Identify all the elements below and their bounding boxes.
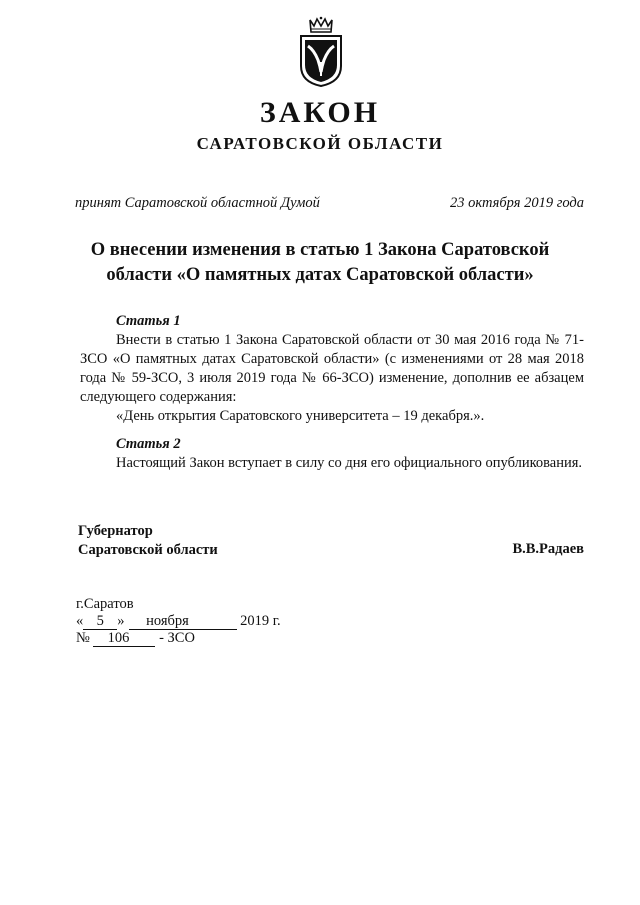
signoff-month: ноября [129, 614, 207, 630]
crown-shield-icon [296, 16, 346, 88]
signer-position-line-2: Саратовской области [78, 542, 218, 558]
signoff-number-value: 106 [93, 631, 143, 647]
signer-position [78, 522, 218, 560]
signoff-block [76, 596, 281, 647]
signoff-day: 5 [83, 614, 117, 630]
signoff-close-quote: » [117, 613, 125, 629]
signer-position-line-1: Губернатор [78, 523, 153, 539]
signoff-number [76, 630, 281, 647]
article-2-text: Настоящий Закон вступает в силу со дня его официального опубликования. [116, 455, 583, 471]
adoption-date: 23 октября 2019 года [450, 195, 584, 211]
article-2 [80, 435, 584, 473]
law-subtitle: САРАТОВСКОЙ ОБЛАСТИ [196, 134, 444, 153]
article-2-title: Статья 2 [116, 436, 181, 452]
article-1 [80, 312, 584, 426]
signoff-open-quote: « [76, 613, 84, 629]
document-heading-line-2: области «О памятных датах Саратовской области» [106, 265, 534, 285]
signoff-month-underline [207, 614, 237, 630]
article-1-quote: «День открытия Саратовского университета – 19 декабря.». [116, 408, 485, 424]
adopted-by-text: принят Саратовской областной Думой [75, 195, 320, 211]
article-1-title: Статья 1 [116, 313, 181, 329]
document-heading-line-1: О внесении изменения в статью 1 Закона Саратовской [90, 240, 550, 260]
signer-name: В.В.Радаев [512, 541, 584, 557]
article-1-text: Внести в статью 1 Закона Саратовской области от 30 мая 2016 года № 71-ЗСО «О памятных датах Саратовской области» (с изменениями от 28 мая 2018 года № 59-ЗСО, 3 июля 2019 года № 66-ЗСО) изменение, дополнив ее абзацем следующего содержания: [80, 332, 584, 405]
signoff-number-prefix: № [76, 630, 90, 646]
signoff-city: г.Саратов [76, 596, 134, 612]
law-title: ЗАКОН [259, 96, 381, 129]
signoff-number-suffix: - ЗСО [159, 630, 195, 646]
document-heading [70, 238, 570, 288]
signoff-year: 2019 г. [240, 613, 281, 629]
coat-of-arms-emblem [296, 16, 346, 88]
signoff-date [76, 613, 281, 630]
signoff-number-underline [143, 631, 155, 647]
